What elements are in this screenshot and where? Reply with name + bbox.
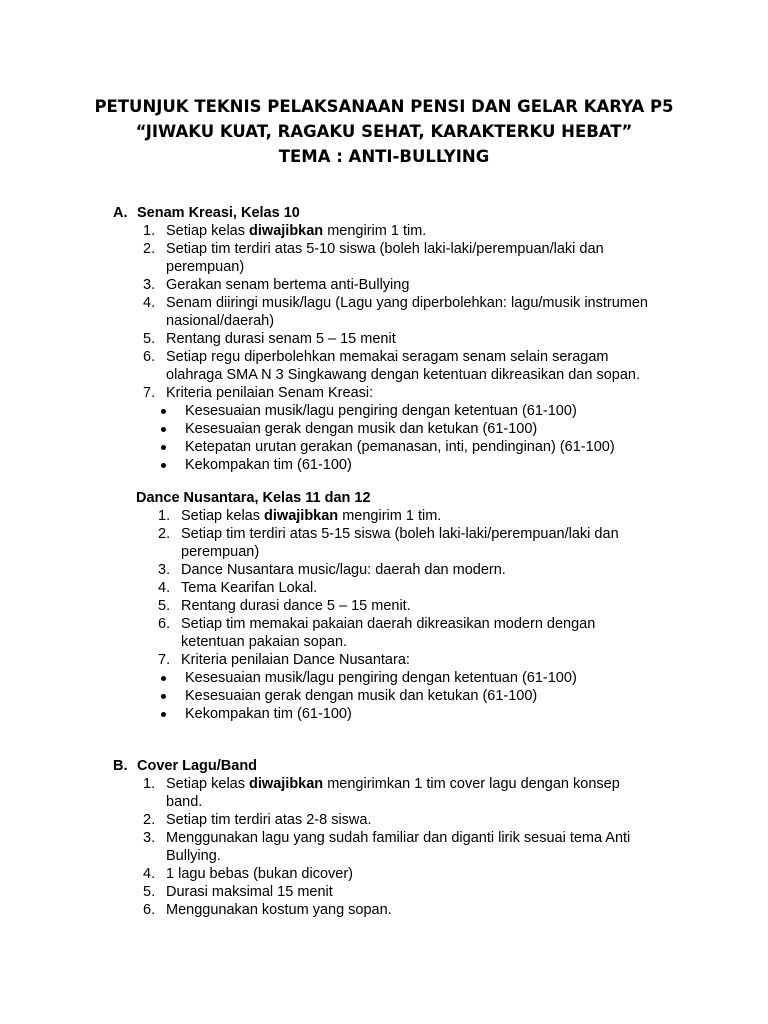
item-number: 7.: [143, 385, 156, 401]
item-text: Gerakan senam bertema anti-Bullying: [166, 277, 410, 293]
emphasis: diwajibkan: [249, 223, 324, 239]
item-text: Durasi maksimal 15 menit: [166, 884, 333, 900]
item-number: 2.: [143, 812, 156, 828]
bullet-icon: [161, 676, 166, 681]
bullet-icon: [161, 427, 166, 432]
item-number: 5.: [143, 884, 156, 900]
section-a-letter: A.: [113, 205, 128, 221]
item-number: 2.: [158, 526, 171, 542]
dance-heading: Dance Nusantara, Kelas 11 dan 12: [136, 490, 371, 506]
emphasis: diwajibkan: [264, 508, 339, 524]
doc-title-line2: “JIWAKU KUAT, RAGAKU SEHAT, KARAKTERKU HEBAT”: [135, 122, 633, 141]
item-text: Dance Nusantara music/lagu: daerah dan modern.: [181, 562, 506, 578]
item-number: 6.: [143, 349, 156, 365]
item-text: Setiap tim terdiri atas 5-10 siswa (boleh laki-laki/perempuan/laki dan perempuan): [166, 241, 604, 275]
item-number: 5.: [158, 598, 171, 614]
item-number: 6.: [158, 616, 171, 632]
item-number: 1.: [158, 508, 171, 524]
item-number: 7.: [158, 652, 171, 668]
bullet-icon: [161, 712, 166, 717]
item-number: 3.: [143, 277, 156, 293]
document-page: PETUNJUK TEKNIS PELAKSANAAN PENSI DAN GELAR KARYA P5 “JIWAKU KUAT, RAGAKU SEHAT, KARAKTERKU HEBAT” TEMA : ANTI-BULLYING A. Senam Kreasi, Kelas 10 1. Setiap kelas diwajibkan mengirim 1 tim. 2. Setiap tim terdiri atas 5-10 siswa (boleh laki-laki/perempuan/laki dan perempuan) 3. Gerakan senam bertema anti-Bullying 4. Senam diiringi musik/lagu (Lagu yang diperbolehkan: lagu/musik instrumen nasional/daerah) 5. Rentang durasi senam 5 – 15 menit 6. Setiap regu diperbolehkan memakai seragam senam selain seragam olahraga SMA N 3 Singkawang dengan ketentuan dikreasikan dan sopan. 7. Kriteria penilaian Senam Kreasi: Kesesuaian musik/lagu pengiring dengan ketentuan (61-100) Kesesuaian gerak dengan musik dan ketukan (61-100) Ketepatan urutan gerakan (pemanasan, inti, pendinginan) (61-100) Kekompakan tim (61-100) Dance Nusantara, Kelas 11 dan 12 1. Setiap kelas diwajibkan mengirim 1 tim. 2. Setiap tim terdiri atas 5-15 siswa (boleh laki-laki/perempuan/laki dan perempuan) 3. Dance Nusantara music/lagu: daerah dan modern. 4. Tema Kearifan Lokal. 5. Rentang durasi dance 5 – 15 menit. 6. Setiap tim memakai pakaian daerah dikreasikan modern dengan ketentuan pakaian sopan. 7. Kriteria penilaian Dance Nusantara: Kesesuaian musik/lagu pengiring dengan ketentuan (61-100) Kesesuaian gerak dengan musik dan ketukan (61-100) Kekompakan tim (61-100) B. Cover Lagu/Band 1. Setiap kelas diwajibkan mengirimkan 1 tim cover lagu dengan konsep band. 2. Setiap tim terdiri atas 2-8 siswa. 3. Menggunakan lagu yang sudah familiar dan diganti lirik sesuai tema Anti Bullying. 4. 1 lagu bebas (bukan dicover) 5. Durasi maksimal 15 menit 6. Menggunakan kostum yang sopan.: [0, 0, 768, 1024]
section-b-heading: [113, 757, 257, 775]
section-a-title: Senam Kreasi, Kelas 10: [137, 205, 300, 221]
item-number: 6.: [143, 902, 156, 918]
item-text: Setiap tim memakai pakaian daerah dikreasikan modern dengan ketentuan pakaian sopan.: [181, 616, 596, 650]
item-text: Setiap regu diperbolehkan memakai seragam senam selain seragam olahraga SMA N 3 Singkawang dengan ketentuan dikreasikan dan sopan.: [166, 349, 640, 383]
item-text: Kriteria penilaian Dance Nusantara:: [181, 652, 410, 668]
item-text: Setiap kelas diwajibkan mengirim 1 tim.: [166, 223, 427, 239]
item-text: Rentang durasi senam 5 – 15 menit: [166, 331, 396, 347]
doc-title-line1: PETUNJUK TEKNIS PELAKSANAAN PENSI DAN GELAR KARYA P5: [94, 97, 674, 116]
item-number: 3.: [158, 562, 171, 578]
item-number: 4.: [143, 866, 156, 882]
item-text: Setiap kelas diwajibkan mengirim 1 tim.: [181, 508, 442, 524]
item-number: 5.: [143, 331, 156, 347]
item-number: 4.: [158, 580, 171, 596]
bullet-icon: [161, 409, 166, 414]
item-text: Menggunakan kostum yang sopan.: [166, 902, 392, 918]
item-text: Setiap kelas diwajibkan mengirimkan 1 tim cover lagu dengan konsep band.: [166, 776, 620, 810]
item-text: Menggunakan lagu yang sudah familiar dan diganti lirik sesuai tema Anti Bullying.: [166, 830, 631, 864]
section-b-letter: B.: [113, 758, 128, 774]
item-text: Kriteria penilaian Senam Kreasi:: [166, 385, 374, 401]
item-number: 3.: [143, 830, 156, 846]
item-text: Tema Kearifan Lokal.: [181, 580, 318, 596]
item-text: 1 lagu bebas (bukan dicover): [166, 866, 354, 882]
section-a-heading: [113, 204, 300, 222]
item-text: Setiap tim terdiri atas 2-8 siswa.: [166, 812, 372, 828]
emphasis: diwajibkan: [249, 776, 324, 792]
bullet-icon: [161, 694, 166, 699]
item-text: Senam diiringi musik/lagu (Lagu yang diperbolehkan: lagu/musik instrumen nasional/daerah): [166, 295, 648, 329]
doc-title-line3: TEMA : ANTI-BULLYING: [278, 147, 490, 166]
item-number: 4.: [143, 295, 156, 311]
bullet-icon: [161, 463, 166, 468]
bullet-icon: [161, 445, 166, 450]
item-text: Rentang durasi dance 5 – 15 menit.: [181, 598, 411, 614]
item-number: 2.: [143, 241, 156, 257]
item-number: 1.: [143, 776, 156, 792]
item-number: 1.: [143, 223, 156, 239]
item-text: Setiap tim terdiri atas 5-15 siswa (boleh laki-laki/perempuan/laki dan perempuan): [181, 526, 619, 560]
section-b-title: Cover Lagu/Band: [137, 758, 258, 774]
